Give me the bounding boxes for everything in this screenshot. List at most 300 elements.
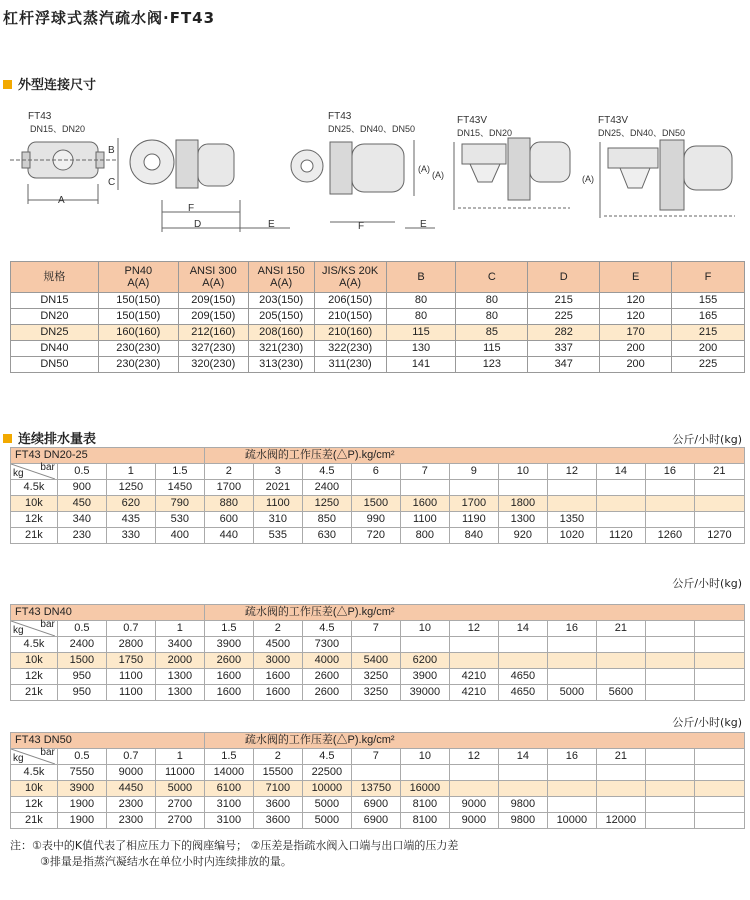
capacity-value-cell xyxy=(449,765,498,781)
capacity-value-cell: 7300 xyxy=(302,637,351,653)
pressure-header-cell: 1.5 xyxy=(204,621,253,637)
drawing-ft43v-small xyxy=(454,138,570,210)
capacity-value-cell xyxy=(645,480,694,496)
pressure-header-cell: 4.5 xyxy=(302,749,351,765)
dim-table-row xyxy=(11,357,745,373)
capacity-value-cell: 7100 xyxy=(253,781,302,797)
pressure-header-cell: 3 xyxy=(253,464,302,480)
dim-value-cell: 115 xyxy=(456,341,528,357)
dim-value-cell: 210(160) xyxy=(314,325,386,341)
capacity-pressure-title: 疏水阀的工作压差(△P).kg/cm² xyxy=(204,605,744,621)
dim-header-cell: PN40 A(A) xyxy=(98,262,178,293)
drawing3-model: FT43 xyxy=(328,111,352,122)
capacity-value-cell: 2000 xyxy=(155,653,204,669)
section-capacity-title: 连续排水量表 xyxy=(18,432,97,447)
capacity-value-cell: 1900 xyxy=(57,813,106,829)
pressure-header-cell: 9 xyxy=(449,464,498,480)
drawing2-dim-f: F xyxy=(188,203,195,214)
note-line-2: ③排量是指蒸汽凝结水在单位小时内连续排放的量。 xyxy=(40,855,292,868)
seat-k-cell: 12k xyxy=(11,669,58,685)
capacity-value-cell: 7550 xyxy=(57,765,106,781)
seat-k-cell: 21k xyxy=(11,813,58,829)
capacity-value-cell: 720 xyxy=(351,528,400,544)
pressure-header-cell: 1 xyxy=(106,464,155,480)
drawing4-sizes: DN15、DN20 xyxy=(457,128,513,138)
capacity-value-cell: 3900 xyxy=(400,669,449,685)
capacity-value-cell: 5000 xyxy=(302,797,351,813)
dim-value-cell: 123 xyxy=(456,357,528,373)
capacity-value-cell: 1900 xyxy=(57,797,106,813)
capacity-value-cell: 450 xyxy=(57,496,106,512)
drawing-flange-view xyxy=(118,138,290,232)
pressure-header-cell: 14 xyxy=(596,464,645,480)
capacity-value-cell xyxy=(694,637,744,653)
capacity-table-dn40 xyxy=(10,604,745,701)
capacity-value-cell xyxy=(645,781,694,797)
capacity-value-cell xyxy=(694,765,744,781)
kg-label: kg xyxy=(13,753,24,764)
pressure-header-cell xyxy=(645,749,694,765)
capacity-value-cell: 1700 xyxy=(204,480,253,496)
capacity-value-cell: 1750 xyxy=(106,653,155,669)
capacity-row xyxy=(11,765,745,781)
capacity-value-cell: 440 xyxy=(204,528,253,544)
section-dimensions-heading xyxy=(3,74,96,93)
capacity-value-cell: 900 xyxy=(57,480,106,496)
dim-header-cell: JIS/KS 20K A(A) xyxy=(314,262,386,293)
capacity-value-cell: 1270 xyxy=(694,528,744,544)
kg-label: kg xyxy=(13,625,24,636)
capacity-value-cell xyxy=(645,797,694,813)
capacity-title-row xyxy=(11,605,745,621)
capacity-value-cell xyxy=(547,637,596,653)
capacity-value-cell xyxy=(498,480,547,496)
drawing4-dim-a: (A) xyxy=(432,170,444,180)
dim-value-cell: 321(230) xyxy=(248,341,314,357)
dim-value-cell: 80 xyxy=(386,293,456,309)
pressure-header-cell: 21 xyxy=(596,621,645,637)
capacity-value-cell xyxy=(645,653,694,669)
pressure-header-cell xyxy=(694,621,744,637)
capacity-value-cell xyxy=(596,480,645,496)
drawing3-dim-f: F xyxy=(358,221,365,232)
capacity-value-cell: 230 xyxy=(57,528,106,544)
capacity-value-cell xyxy=(645,637,694,653)
dim-value-cell: 208(160) xyxy=(248,325,314,341)
capacity-value-cell: 3100 xyxy=(204,813,253,829)
pressure-header-cell: 12 xyxy=(449,621,498,637)
capacity-value-cell xyxy=(645,669,694,685)
capacity-value-cell: 10000 xyxy=(302,781,351,797)
capacity-value-cell xyxy=(498,781,547,797)
pressure-header-cell: 1.5 xyxy=(204,749,253,765)
pressure-header-cell: 21 xyxy=(596,749,645,765)
capacity-bar-row xyxy=(11,749,745,765)
drawing1-model: FT43 xyxy=(28,111,52,122)
capacity-value-cell xyxy=(351,480,400,496)
capacity-value-cell: 3100 xyxy=(204,797,253,813)
dim-header-cell: ANSI 150 A(A) xyxy=(248,262,314,293)
pressure-header-cell xyxy=(694,749,744,765)
dim-header-cell: ANSI 300 A(A) xyxy=(178,262,248,293)
dim-value-cell: 130 xyxy=(386,341,456,357)
dim-value-cell: 120 xyxy=(600,293,672,309)
drawing3-sizes: DN25、DN40、DN50 xyxy=(328,124,416,134)
capacity-value-cell: 2300 xyxy=(106,797,155,813)
dim-value-cell: 165 xyxy=(672,309,745,325)
drawing-ft43v-large xyxy=(600,140,735,218)
capacity-row xyxy=(11,813,745,829)
dim-value-cell: 200 xyxy=(600,341,672,357)
capacity-value-cell: 1260 xyxy=(645,528,694,544)
dim-value-cell: 225 xyxy=(672,357,745,373)
capacity-pressure-title: 疏水阀的工作压差(△P).kg/cm² xyxy=(204,733,744,749)
capacity-value-cell: 310 xyxy=(253,512,302,528)
capacity-value-cell: 3250 xyxy=(351,685,400,701)
dim-value-cell: 170 xyxy=(600,325,672,341)
capacity-value-cell: 1100 xyxy=(400,512,449,528)
section-capacity-heading xyxy=(3,428,96,447)
capacity-value-cell xyxy=(694,496,744,512)
capacity-value-cell: 2700 xyxy=(155,797,204,813)
capacity-value-cell: 920 xyxy=(498,528,547,544)
drawing-ft43-large xyxy=(291,140,435,228)
drawing1-sizes: DN15、DN20 xyxy=(30,124,86,134)
capacity-value-cell xyxy=(498,653,547,669)
capacity-value-cell xyxy=(498,765,547,781)
capacity-row xyxy=(11,480,745,496)
capacity-value-cell: 1100 xyxy=(253,496,302,512)
drawing3-dim-e: E xyxy=(420,219,427,230)
seat-k-cell: 10k xyxy=(11,781,58,797)
capacity-value-cell xyxy=(694,781,744,797)
capacity-table-dn50 xyxy=(10,732,745,829)
capacity-value-cell: 535 xyxy=(253,528,302,544)
dim-value-cell: 230(230) xyxy=(98,341,178,357)
dim-value-cell: 327(230) xyxy=(178,341,248,357)
capacity-value-cell: 1250 xyxy=(106,480,155,496)
dim-size-cell: DN15 xyxy=(11,293,99,309)
capacity-value-cell xyxy=(645,813,694,829)
capacity-value-cell: 11000 xyxy=(155,765,204,781)
dim-value-cell: 212(160) xyxy=(178,325,248,341)
capacity-value-cell: 530 xyxy=(155,512,204,528)
capacity-value-cell: 850 xyxy=(302,512,351,528)
drawing5-sizes: DN25、DN40、DN50 xyxy=(598,128,686,138)
capacity-value-cell: 340 xyxy=(57,512,106,528)
capacity-value-cell: 5000 xyxy=(302,813,351,829)
capacity-value-cell xyxy=(449,480,498,496)
dim-value-cell: 120 xyxy=(600,309,672,325)
dimension-table xyxy=(10,261,745,373)
capacity-value-cell: 3900 xyxy=(204,637,253,653)
notes xyxy=(10,838,458,870)
capacity-value-cell xyxy=(694,669,744,685)
capacity-value-cell xyxy=(596,637,645,653)
capacity-value-cell: 5000 xyxy=(155,781,204,797)
dim-value-cell: 230(230) xyxy=(98,357,178,373)
capacity-value-cell: 1600 xyxy=(400,496,449,512)
capacity-value-cell: 10000 xyxy=(547,813,596,829)
capacity-value-cell: 2021 xyxy=(253,480,302,496)
dim-header-cell: 规格 xyxy=(11,262,99,293)
dim-value-cell: 160(160) xyxy=(98,325,178,341)
capacity-value-cell: 840 xyxy=(449,528,498,544)
capacity-row xyxy=(11,797,745,813)
pressure-header-cell: 16 xyxy=(547,749,596,765)
capacity-value-cell: 1100 xyxy=(106,685,155,701)
section-marker-icon xyxy=(3,434,12,443)
capacity-value-cell: 5600 xyxy=(596,685,645,701)
capacity-row xyxy=(11,685,745,701)
capacity-value-cell: 1800 xyxy=(498,496,547,512)
capacity-value-cell: 2400 xyxy=(302,480,351,496)
pressure-header-cell: 16 xyxy=(547,621,596,637)
capacity-bar-row xyxy=(11,621,745,637)
capacity-value-cell: 1450 xyxy=(155,480,204,496)
seat-k-cell: 12k xyxy=(11,797,58,813)
capacity-value-cell: 16000 xyxy=(400,781,449,797)
bar-label: bar xyxy=(40,619,55,630)
capacity-value-cell: 950 xyxy=(57,669,106,685)
capacity-value-cell: 3250 xyxy=(351,669,400,685)
capacity-value-cell: 4500 xyxy=(253,637,302,653)
seat-k-cell: 21k xyxy=(11,528,58,544)
capacity-value-cell xyxy=(694,480,744,496)
capacity-row xyxy=(11,528,745,544)
capacity-value-cell xyxy=(547,653,596,669)
dim-value-cell: 200 xyxy=(672,341,745,357)
capacity-row xyxy=(11,512,745,528)
section-dimensions-title: 外型连接尺寸 xyxy=(18,78,97,93)
capacity-value-cell: 9000 xyxy=(449,813,498,829)
capacity-value-cell xyxy=(547,765,596,781)
capacity-value-cell: 1350 xyxy=(547,512,596,528)
capacity-value-cell: 12000 xyxy=(596,813,645,829)
capacity-value-cell xyxy=(694,653,744,669)
drawings-svg xyxy=(0,100,750,250)
capacity-value-cell xyxy=(547,797,596,813)
capacity-value-cell: 3000 xyxy=(253,653,302,669)
section-marker-icon xyxy=(3,80,12,89)
capacity-value-cell: 8100 xyxy=(400,813,449,829)
capacity-value-cell xyxy=(645,512,694,528)
capacity-value-cell xyxy=(596,669,645,685)
capacity-value-cell: 330 xyxy=(106,528,155,544)
capacity-value-cell: 13750 xyxy=(351,781,400,797)
drawing1-dim-a: A xyxy=(58,195,65,206)
capacity-value-cell: 2600 xyxy=(302,669,351,685)
capacity-value-cell: 2700 xyxy=(155,813,204,829)
pressure-header-cell: 12 xyxy=(547,464,596,480)
dim-value-cell: 150(150) xyxy=(98,293,178,309)
capacity-value-cell: 15500 xyxy=(253,765,302,781)
pressure-header-cell: 0.5 xyxy=(57,749,106,765)
capacity-value-cell: 400 xyxy=(155,528,204,544)
seat-k-cell: 4.5k xyxy=(11,765,58,781)
drawing2-dim-b: B xyxy=(108,145,115,156)
dim-value-cell: 215 xyxy=(528,293,600,309)
seat-k-cell: 4.5k xyxy=(11,480,58,496)
dim-value-cell: 209(150) xyxy=(178,309,248,325)
pressure-header-cell: 1.5 xyxy=(155,464,204,480)
capacity-value-cell: 4650 xyxy=(498,669,547,685)
seat-k-cell: 12k xyxy=(11,512,58,528)
capacity-value-cell: 14000 xyxy=(204,765,253,781)
capacity-value-cell xyxy=(449,653,498,669)
pressure-header-cell: 1 xyxy=(155,749,204,765)
capacity-value-cell: 3900 xyxy=(57,781,106,797)
dim-table-row xyxy=(11,325,745,341)
capacity-value-cell: 8100 xyxy=(400,797,449,813)
dim-size-cell: DN25 xyxy=(11,325,99,341)
capacity-value-cell: 6900 xyxy=(351,797,400,813)
capacity-model-label: FT43 DN40 xyxy=(11,605,205,621)
pressure-header-cell: 0.7 xyxy=(106,749,155,765)
capacity-value-cell xyxy=(400,637,449,653)
dim-value-cell: 311(230) xyxy=(314,357,386,373)
capacity-value-cell: 9800 xyxy=(498,813,547,829)
pressure-header-cell: 4.5 xyxy=(302,464,351,480)
capacity-value-cell: 6100 xyxy=(204,781,253,797)
kg-bar-corner xyxy=(11,464,58,480)
dim-value-cell: 320(230) xyxy=(178,357,248,373)
drawing5-dim-a: (A) xyxy=(582,174,594,184)
pressure-header-cell: 10 xyxy=(498,464,547,480)
dim-value-cell: 210(150) xyxy=(314,309,386,325)
capacity-row xyxy=(11,781,745,797)
dim-header-cell: C xyxy=(456,262,528,293)
capacity-value-cell xyxy=(547,781,596,797)
page-title: 杠杆浮球式蒸汽疏水阀·FT43 xyxy=(3,9,216,27)
capacity-value-cell xyxy=(400,765,449,781)
capacity-value-cell: 4000 xyxy=(302,653,351,669)
capacity-value-cell: 620 xyxy=(106,496,155,512)
dim-size-cell: DN40 xyxy=(11,341,99,357)
dim-header-cell: E xyxy=(600,262,672,293)
dim-value-cell: 282 xyxy=(528,325,600,341)
dim-value-cell: 313(230) xyxy=(248,357,314,373)
capacity-value-cell: 990 xyxy=(351,512,400,528)
seat-k-cell: 21k xyxy=(11,685,58,701)
unit-label-1: 公斤/小时(kg) xyxy=(672,433,742,446)
capacity-value-cell: 1120 xyxy=(596,528,645,544)
capacity-row xyxy=(11,496,745,512)
capacity-value-cell: 3400 xyxy=(155,637,204,653)
capacity-value-cell xyxy=(694,685,744,701)
pressure-header-cell: 7 xyxy=(351,749,400,765)
capacity-value-cell: 3600 xyxy=(253,813,302,829)
pressure-header-cell: 21 xyxy=(694,464,744,480)
capacity-value-cell: 1020 xyxy=(547,528,596,544)
capacity-value-cell xyxy=(596,653,645,669)
dim-table-row xyxy=(11,309,745,325)
capacity-value-cell: 22500 xyxy=(302,765,351,781)
capacity-value-cell xyxy=(596,797,645,813)
capacity-value-cell: 2400 xyxy=(57,637,106,653)
dim-value-cell: 337 xyxy=(528,341,600,357)
pressure-header-cell: 0.5 xyxy=(57,621,106,637)
capacity-value-cell: 1600 xyxy=(253,685,302,701)
dim-value-cell: 205(150) xyxy=(248,309,314,325)
pressure-header-cell: 14 xyxy=(498,621,547,637)
dim-value-cell: 225 xyxy=(528,309,600,325)
drawing5-model: FT43V xyxy=(598,115,629,126)
capacity-value-cell: 1250 xyxy=(302,496,351,512)
capacity-title-row xyxy=(11,448,745,464)
capacity-value-cell: 600 xyxy=(204,512,253,528)
capacity-value-cell: 4650 xyxy=(498,685,547,701)
capacity-value-cell: 6900 xyxy=(351,813,400,829)
capacity-value-cell: 2300 xyxy=(106,813,155,829)
dim-value-cell: 141 xyxy=(386,357,456,373)
capacity-value-cell: 4210 xyxy=(449,669,498,685)
capacity-model-label: FT43 DN50 xyxy=(11,733,205,749)
capacity-value-cell: 1600 xyxy=(204,669,253,685)
capacity-value-cell xyxy=(694,813,744,829)
dim-value-cell: 155 xyxy=(672,293,745,309)
capacity-value-cell xyxy=(645,496,694,512)
capacity-bar-row xyxy=(11,464,745,480)
unit-label-2: 公斤/小时(kg) xyxy=(672,577,742,590)
dim-value-cell: 347 xyxy=(528,357,600,373)
dim-size-cell: DN20 xyxy=(11,309,99,325)
capacity-value-cell xyxy=(547,669,596,685)
capacity-value-cell: 4450 xyxy=(106,781,155,797)
capacity-row xyxy=(11,669,745,685)
capacity-value-cell: 39000 xyxy=(400,685,449,701)
capacity-value-cell: 435 xyxy=(106,512,155,528)
capacity-value-cell: 2600 xyxy=(302,685,351,701)
dimension-drawings xyxy=(0,100,750,250)
dim-size-cell: DN50 xyxy=(11,357,99,373)
pressure-header-cell: 0.7 xyxy=(106,621,155,637)
seat-k-cell: 10k xyxy=(11,496,58,512)
bar-label: bar xyxy=(40,747,55,758)
drawing2-dim-c: C xyxy=(108,177,116,188)
drawing2-dim-d: D xyxy=(194,219,202,230)
capacity-value-cell: 1300 xyxy=(155,685,204,701)
capacity-table-dn20-25 xyxy=(10,447,745,544)
pressure-header-cell: 4.5 xyxy=(302,621,351,637)
note-line-1: 注：①表中的K值代表了相应压力下的阀座编号； ②压差是指疏水阀入口端与出口端的压力差 xyxy=(10,839,459,852)
capacity-value-cell: 1190 xyxy=(449,512,498,528)
capacity-value-cell: 1500 xyxy=(351,496,400,512)
capacity-row xyxy=(11,637,745,653)
bar-label: bar xyxy=(40,462,55,473)
pressure-header-cell xyxy=(645,621,694,637)
capacity-value-cell: 1500 xyxy=(57,653,106,669)
capacity-value-cell: 1600 xyxy=(253,669,302,685)
capacity-value-cell: 800 xyxy=(400,528,449,544)
capacity-value-cell: 1700 xyxy=(449,496,498,512)
pressure-header-cell: 12 xyxy=(449,749,498,765)
pressure-header-cell: 10 xyxy=(400,749,449,765)
dim-value-cell: 203(150) xyxy=(248,293,314,309)
capacity-value-cell xyxy=(449,637,498,653)
capacity-value-cell: 2600 xyxy=(204,653,253,669)
capacity-value-cell xyxy=(645,685,694,701)
pressure-header-cell: 14 xyxy=(498,749,547,765)
kg-label: kg xyxy=(13,468,24,479)
dim-value-cell: 215 xyxy=(672,325,745,341)
dim-value-cell: 322(230) xyxy=(314,341,386,357)
capacity-value-cell: 9800 xyxy=(498,797,547,813)
dimension-table-header xyxy=(11,262,745,293)
capacity-value-cell xyxy=(498,637,547,653)
dim-value-cell: 200 xyxy=(600,357,672,373)
capacity-title-row xyxy=(11,733,745,749)
